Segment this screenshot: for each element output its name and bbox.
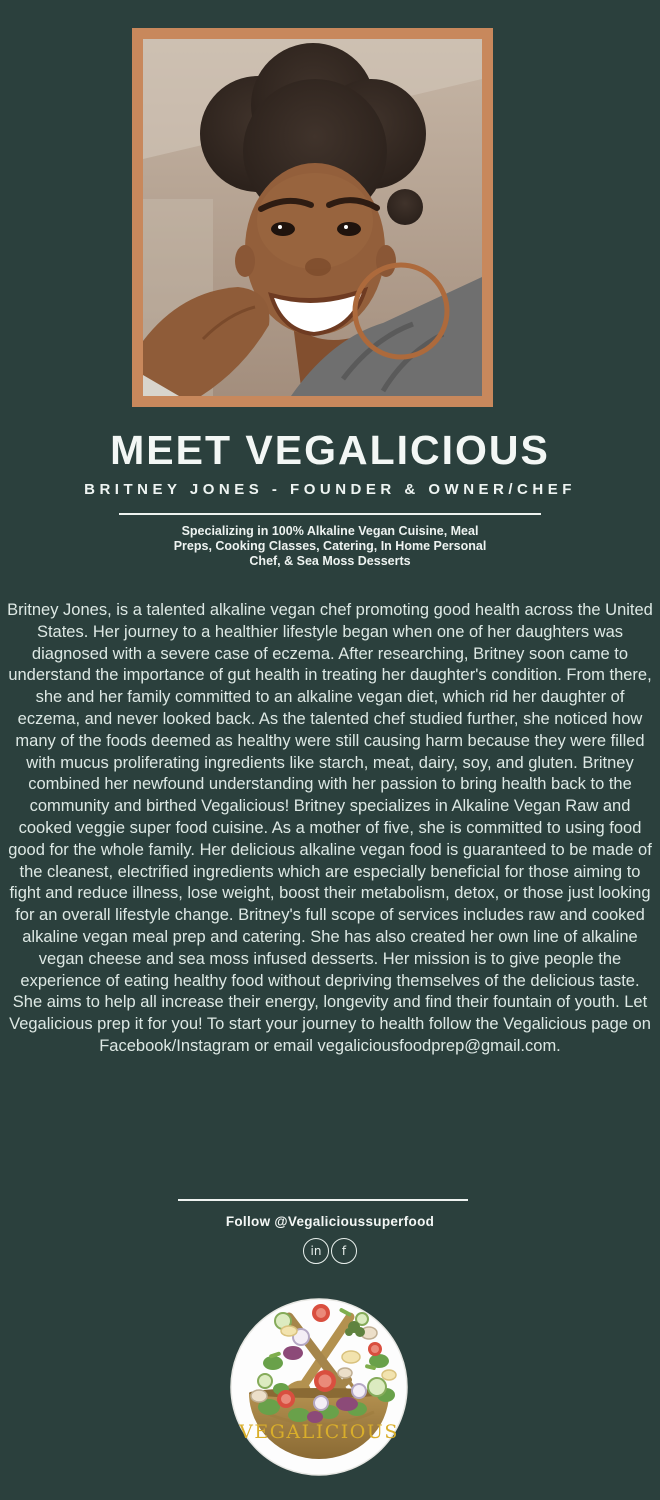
logo-wordmark: VEGALICIOUS (239, 1421, 399, 1443)
social-icons-row (0, 1238, 660, 1264)
founder-photo-frame (132, 28, 493, 407)
header-divider (119, 513, 541, 515)
founder-subtitle: BRITNEY JONES - FOUNDER & OWNER/CHEF (84, 481, 576, 498)
page-title: MEET VEGALICIOUS (110, 427, 550, 473)
bio-paragraph: Britney Jones, is a talented alkaline vegan chef promoting good health across the United States. Her journey to a healthier lifestyle began when one of her daughters was diagnosed with a severe case of eczema. After researching, Britney soon came to understand the importance of gut health in treating her daughter's condition. From there, she and her family committed to an alkaline vegan diet, which rid her daughter of eczema, and never looked back. As the talented chef studied further, she noticed how many of the foods deemed as healthy were still causing harm because they were filled with mucus proliferating ingredients like starch, meat, dairy, soy, and gluten. Britney combined her newfound understanding with her passion to bring health back to the community and birthed Vegalicious! Britney specializes in Alkaline Vegan Raw and cooked veggie super food cuisine. As a mother of five, she is committed to using food good for the whole family. Her delicious alkaline vegan food is guaranteed to be made of the cleanest, electrified ingredients which are especially beneficial for those aiming to fight and reduce illness, lose weight, boost their metabolism, detox, or those just looking for an overall lifestyle change. Britney's full scope of services includes raw and cooked alkaline vegan meal prep and catering. She has also created her own line of alkaline vegan cheese and sea moss infused desserts. Her mission is to give people the experience of eating healthy food without depriving themselves of the delicious taste. She aims to help all increase their energy, longevity and find their fountain of youth. Let Vegalicious prep it for you! To start your journey to health follow the Vegalicious page on Facebook/Instagram or email vegaliciousfoodprep@gmail.com. (7, 601, 653, 1055)
linkedin-icon[interactable]: in (303, 1238, 329, 1264)
vegalicious-logo (229, 1297, 409, 1477)
services-tagline: Specializing in 100% Alkaline Vegan Cuisine, Meal Preps, Cooking Classes, Catering, In Home Personal Chef, & Sea Moss Desserts (173, 524, 487, 568)
founder-portrait-photo (143, 39, 482, 396)
salad-bowl-logo-illustration (229, 1297, 409, 1477)
follow-handle-label: Follow @Vegalicioussuperfood (225, 1214, 435, 1229)
footer-divider (178, 1199, 468, 1201)
facebook-icon[interactable]: f (331, 1238, 357, 1264)
